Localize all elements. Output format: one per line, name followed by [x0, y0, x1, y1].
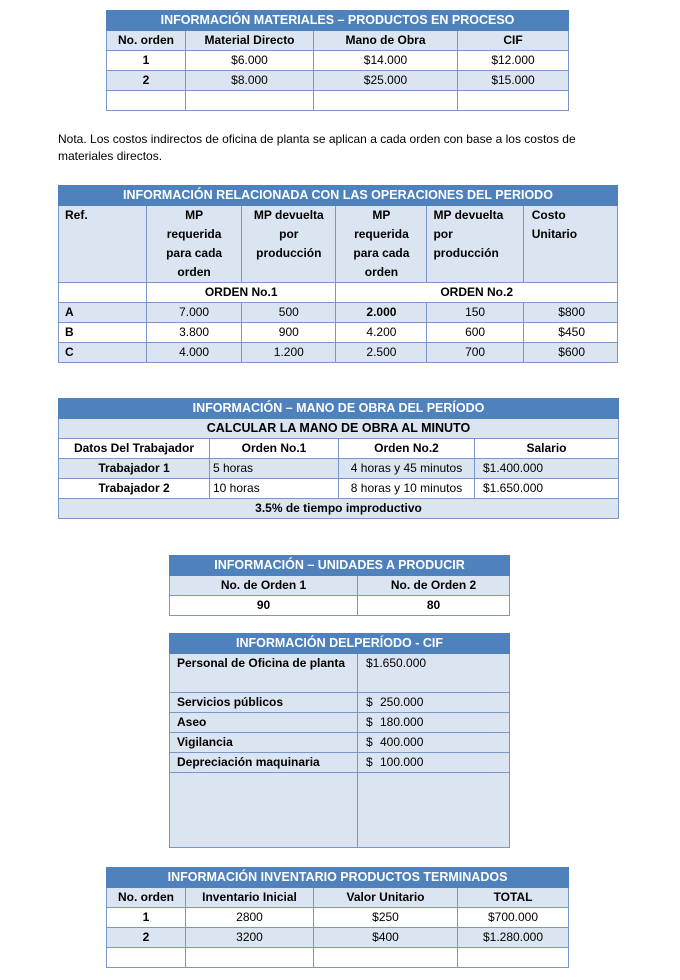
cif-label: Vigilancia [170, 733, 358, 753]
column-header: CIF [458, 31, 569, 51]
table-row [170, 713, 510, 733]
cell: $400 [314, 928, 458, 948]
cif-label: Personal de Oficina de planta [170, 654, 358, 693]
cif-value: 250.000 [380, 695, 424, 709]
column-header: Mano de Obra [314, 31, 458, 51]
cell: 500 [242, 303, 336, 323]
table-title: INFORMACIÓN RELACIONADA CON LAS OPERACIONES DEL PERIODO [59, 186, 618, 206]
empty-row [107, 91, 569, 111]
empty-cell [186, 91, 314, 111]
table-row [170, 753, 510, 773]
cell: $1.280.000 [458, 928, 569, 948]
cell: $12.000 [458, 51, 569, 71]
table-title: INFORMACIÓN MATERIALES – PRODUCTOS EN PROCESO [107, 11, 569, 31]
column-header: Orden No.2 [339, 439, 475, 459]
table-subtitle: CALCULAR LA MANO DE OBRA AL MINUTO [59, 419, 619, 439]
column-header: Material Directo [186, 31, 314, 51]
table-row [59, 303, 618, 323]
cell: 8 horas y 10 minutos [339, 479, 475, 499]
currency-symbol: $ [366, 715, 373, 729]
cif-label: Aseo [170, 713, 358, 733]
order-2-header: ORDEN No.2 [336, 283, 618, 303]
table-row [59, 343, 618, 363]
column-header: MP devuelta por producción [427, 206, 523, 283]
column-header: TOTAL [458, 888, 569, 908]
cell: 900 [242, 323, 336, 343]
cell: $8.000 [186, 71, 314, 91]
cell: 2.500 [336, 343, 427, 363]
column-header: No. de Orden 2 [358, 576, 510, 596]
cif-label: Servicios públicos [170, 693, 358, 713]
table-row [59, 479, 619, 499]
cell: 10 horas [210, 479, 339, 499]
cell: $600 [523, 343, 617, 363]
order-1-header: ORDEN No.1 [146, 283, 335, 303]
cell: 1 [107, 51, 186, 71]
cell: 150 [427, 303, 523, 323]
column-header: No. orden [107, 888, 186, 908]
cell: 600 [427, 323, 523, 343]
cif-value-cell [358, 713, 510, 733]
table-row [107, 51, 569, 71]
cell: $800 [523, 303, 617, 323]
column-header: Datos Del Trabajador [59, 439, 210, 459]
column-header: Costo Unitario [523, 206, 617, 283]
table-row [107, 928, 569, 948]
cell: 4 horas y 45 minutos [339, 459, 475, 479]
cif-value: 400.000 [380, 735, 424, 749]
cell: 2 [107, 71, 186, 91]
cell: $14.000 [314, 51, 458, 71]
table-unidades-a-producir [169, 555, 510, 616]
cif-label: Depreciación maquinaria [170, 753, 358, 773]
table-row [59, 459, 619, 479]
column-header: No. de Orden 1 [170, 576, 358, 596]
cell: 1 [107, 908, 186, 928]
column-header: MP requerida para cada orden [146, 206, 241, 283]
cif-value-cell [358, 693, 510, 713]
currency-symbol: $ [366, 735, 373, 749]
table-mano-de-obra [58, 398, 619, 519]
cell: B [59, 323, 147, 343]
note-text: Nota. Los costos indirectos de oficina de planta se aplican a cada orden con base a los costos de materiales directos. [58, 132, 576, 163]
cell: 2.000 [336, 303, 427, 323]
table-row [107, 71, 569, 91]
cell: 5 horas [210, 459, 339, 479]
cif-value-cell [358, 733, 510, 753]
cif-value-cell [358, 753, 510, 773]
cell: $450 [523, 323, 617, 343]
cell: 700 [427, 343, 523, 363]
cell: 2 [107, 928, 186, 948]
table-row [170, 654, 510, 693]
cell: 3.800 [146, 323, 241, 343]
table-row [59, 323, 618, 343]
table-title: INFORMACIÓN – MANO DE OBRA DEL PERÍODO [59, 399, 619, 419]
cell: 4.000 [146, 343, 241, 363]
column-header: Inventario Inicial [186, 888, 314, 908]
cif-value: 180.000 [380, 715, 424, 729]
cell: A [59, 303, 147, 323]
cell: $25.000 [314, 71, 458, 91]
column-header: No. orden [107, 31, 186, 51]
column-header: MP requerida para cada orden [336, 206, 427, 283]
empty-cell [59, 283, 147, 303]
cif-value: $1.650.000 [358, 654, 510, 693]
cell: 2800 [186, 908, 314, 928]
column-header: Orden No.1 [210, 439, 339, 459]
cell: Trabajador 1 [59, 459, 210, 479]
table-row [170, 733, 510, 753]
cell: 7.000 [146, 303, 241, 323]
empty-cell [458, 948, 569, 968]
cif-value: 100.000 [380, 755, 424, 769]
empty-cell [186, 948, 314, 968]
table-footer: 3.5% de tiempo improductivo [59, 499, 619, 519]
table-row [170, 693, 510, 713]
cell: 3200 [186, 928, 314, 948]
cell: $1.400.000 [475, 459, 619, 479]
cell: Trabajador 2 [59, 479, 210, 499]
table-title: INFORMACIÓN INVENTARIO PRODUCTOS TERMINADOS [107, 868, 569, 888]
empty-cell [358, 773, 510, 848]
column-header: MP devuelta por producción [242, 206, 336, 283]
table-row [107, 908, 569, 928]
table-title: INFORMACIÓN – UNIDADES A PRODUCIR [170, 556, 510, 576]
cell: $250 [314, 908, 458, 928]
empty-row [170, 773, 510, 848]
empty-cell [107, 948, 186, 968]
cell: $700.000 [458, 908, 569, 928]
column-header: Salario [475, 439, 619, 459]
table-row [170, 596, 510, 616]
empty-cell [170, 773, 358, 848]
empty-row [107, 948, 569, 968]
column-header: Valor Unitario [314, 888, 458, 908]
table-operaciones-periodo [58, 185, 618, 363]
table-inventario-productos-terminados [106, 867, 569, 968]
cell: $6.000 [186, 51, 314, 71]
cell: 1.200 [242, 343, 336, 363]
column-header: Ref. [59, 206, 147, 283]
empty-cell [314, 948, 458, 968]
cell: $1.650.000 [475, 479, 619, 499]
cell: C [59, 343, 147, 363]
empty-cell [314, 91, 458, 111]
empty-cell [107, 91, 186, 111]
currency-symbol: $ [366, 695, 373, 709]
table-materiales-productos-proceso [106, 10, 569, 111]
table-cif-periodo [169, 633, 510, 848]
empty-cell [458, 91, 569, 111]
cell: 90 [170, 596, 358, 616]
cell: 80 [358, 596, 510, 616]
currency-symbol: $ [366, 755, 373, 769]
cell: 4.200 [336, 323, 427, 343]
cell: $15.000 [458, 71, 569, 91]
table-title: INFORMACIÓN DELPERÍODO - CIF [170, 634, 510, 654]
